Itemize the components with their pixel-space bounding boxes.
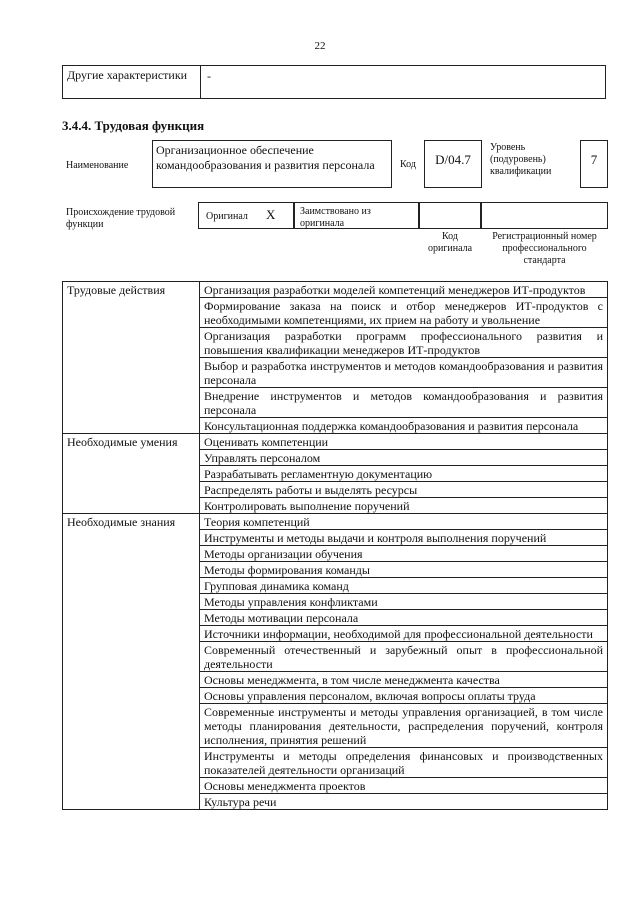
- list-item: Организация разработки программ профессионального развития и повышения квалификации менеджеров ИТ-продуктов: [200, 328, 608, 358]
- list-item: Современные инструменты и методы управления организацией, в том числе методы планирования деятельности, распределения поручений, контроля исполнения, принятия решений: [200, 704, 608, 748]
- section-title: 3.4.4. Трудовая функция: [62, 118, 205, 133]
- code-original-cell: [419, 202, 481, 229]
- other-characteristics-value: -: [207, 69, 211, 83]
- level-label: Уровень (подуровень) квалификации: [490, 142, 552, 177]
- list-item: Организация разработки моделей компетенций менеджеров ИТ-продуктов: [200, 282, 608, 298]
- list-item: Инструменты и методы выдачи и контроля выполнения поручений: [200, 530, 608, 546]
- list-item: Оценивать компетенции: [200, 434, 608, 450]
- list-item: Контролировать выполнение поручений: [200, 498, 608, 514]
- table-row: [63, 434, 608, 450]
- table-row: [63, 282, 608, 298]
- list-item: Основы менеджмента, в том числе менеджмента качества: [200, 672, 608, 688]
- list-item: Современный отечественный и зарубежный опыт в профессиональной деятельности: [200, 642, 608, 672]
- list-item: Разрабатывать регламентную документацию: [200, 466, 608, 482]
- list-item: Формирование заказа на поиск и отбор менеджеров ИТ-продуктов с необходимыми компетенциями, их прием на работу и увольнение: [200, 298, 608, 328]
- name-label: Наименование: [66, 160, 129, 171]
- function-code: D/04.7: [424, 140, 482, 188]
- page-number: 22: [314, 40, 326, 52]
- section-heading: Необходимые знания: [63, 514, 200, 810]
- list-item: Методы мотивации персонала: [200, 610, 608, 626]
- origin-label: Происхождение трудовой функции: [66, 207, 176, 230]
- original-label: Оригинал: [206, 211, 248, 222]
- list-item: Основы управления персоналом, включая вопросы оплаты труда: [200, 688, 608, 704]
- list-item: Распределять работы и выделять ресурсы: [200, 482, 608, 498]
- other-characteristics-table: [62, 65, 606, 99]
- reg-number-cell: [481, 202, 608, 229]
- qualification-level: 7: [580, 140, 608, 188]
- reg-number-label: Регистрационный номер профессионального стандарта: [492, 231, 597, 266]
- section-heading: Необходимые умения: [63, 434, 200, 514]
- list-item: Выбор и разработка инструментов и методов командообразования и развития персонала: [200, 358, 608, 388]
- list-item: Управлять персоналом: [200, 450, 608, 466]
- borrowed-label: Заимствовано из оригинала: [300, 206, 371, 229]
- list-item: Инструменты и методы определения финансовых и производственных показателей деятельности организаций: [200, 748, 608, 778]
- section-heading: Трудовые действия: [63, 282, 200, 434]
- list-item: Консультационная поддержка командообразования и развития персонала: [200, 418, 608, 434]
- code-original-label: Код оригинала: [427, 231, 473, 254]
- list-item: Внедрение инструментов и методов командообразования и развития персонала: [200, 388, 608, 418]
- list-item: Методы организации обучения: [200, 546, 608, 562]
- table-row: [63, 514, 608, 530]
- code-label: Код: [400, 159, 416, 170]
- list-item: Групповая динамика команд: [200, 578, 608, 594]
- list-item: Теория компетенций: [200, 514, 608, 530]
- list-item: Методы формирования команды: [200, 562, 608, 578]
- list-item: Основы менеджмента проектов: [200, 778, 608, 794]
- other-characteristics-label: Другие характеристики: [63, 66, 201, 98]
- list-item: Источники информации, необходимой для профессиональной деятельности: [200, 626, 608, 642]
- labor-function-table: [62, 281, 608, 810]
- function-name: Организационное обеспечение командообразования и развития персонала: [152, 140, 392, 188]
- list-item: Культура речи: [200, 794, 608, 810]
- list-item: Методы управления конфликтами: [200, 594, 608, 610]
- original-mark: X: [266, 207, 276, 222]
